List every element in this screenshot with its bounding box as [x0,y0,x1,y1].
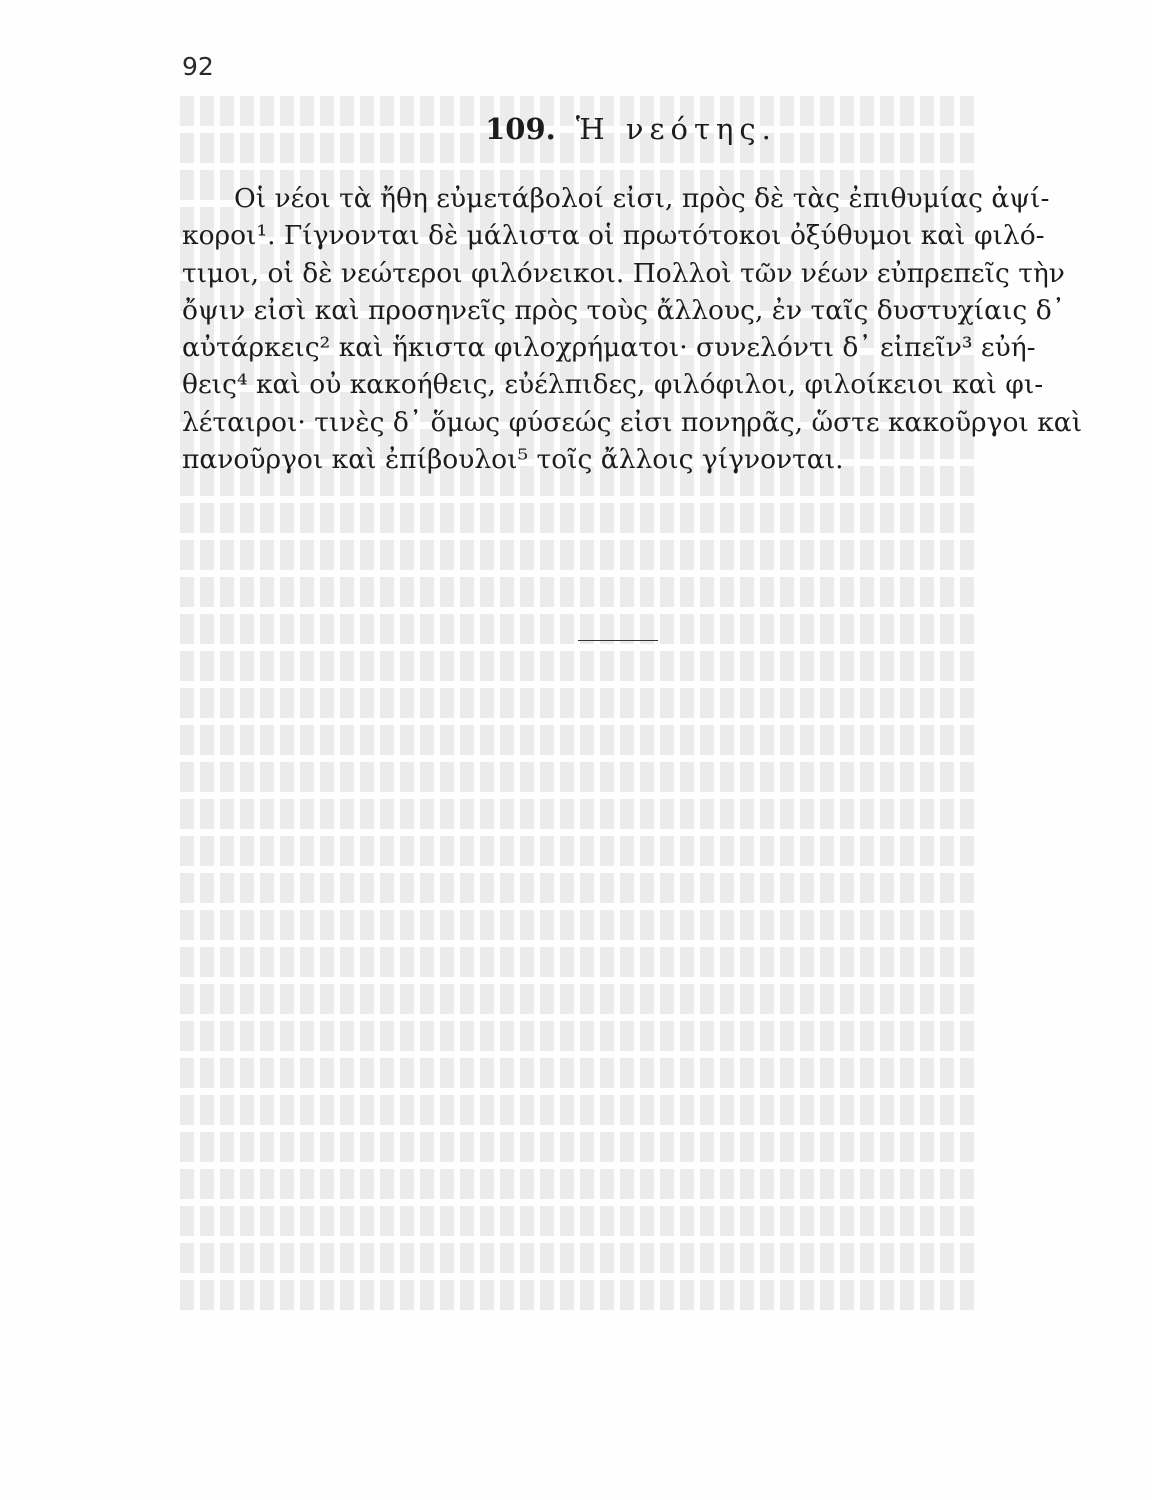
text-line: κοροι¹. Γίγνονται δὲ μάλιστα οἱ πρωτότοκοι ὀξύθυμοι καὶ φιλό- [182,220,1045,252]
text-line: Οἱ νέοι τὰ ἤθη εὐμετάβολοί εἰσι, πρὸς δὲ τὰς ἐπιθυμίας ἀψί- [234,183,1050,214]
chapter-title: Ἡ νεότης. [575,112,777,146]
text-line: πανοῦργοι καὶ ἐπίβουλοι⁵ τοῖς ἄλλοις γίγνονται. [182,444,844,476]
section-divider-rule [578,640,658,641]
text-line: τιμοι, οἱ δὲ νεώτεροι φιλόνεικοι. Πολλοὶ τῶν νέων εὐπρεπεῖς τὴν [182,257,1065,289]
text-line: λέταιροι· τινὲς δ᾿ ὅμως φύσεώς εἰσι πονηρᾶς, ὥστε κακοῦργοι καὶ [182,406,1083,438]
text-line: θεις⁴ καὶ οὐ κακοήθεις, εὐέλπιδες, φιλόφιλοι, φιλοίκειοι καὶ φι- [182,369,1044,401]
page-number: 92 [182,52,214,81]
text-line: ὄψιν εἰσὶ καὶ προσηνεῖς πρὸς τοὺς ἄλλους, ἐν ταῖς δυστυχίαις δ᾿ [182,294,1065,326]
chapter-body-text [182,180,1083,478]
chapter-heading [0,112,1152,146]
chapter-number: 109. [485,112,556,146]
text-line: αὐτάρκεις² καὶ ἥκιστα φιλοχρήματοι· συνελόντι δ᾿ εἰπεῖν³ εὐή- [182,332,1036,364]
